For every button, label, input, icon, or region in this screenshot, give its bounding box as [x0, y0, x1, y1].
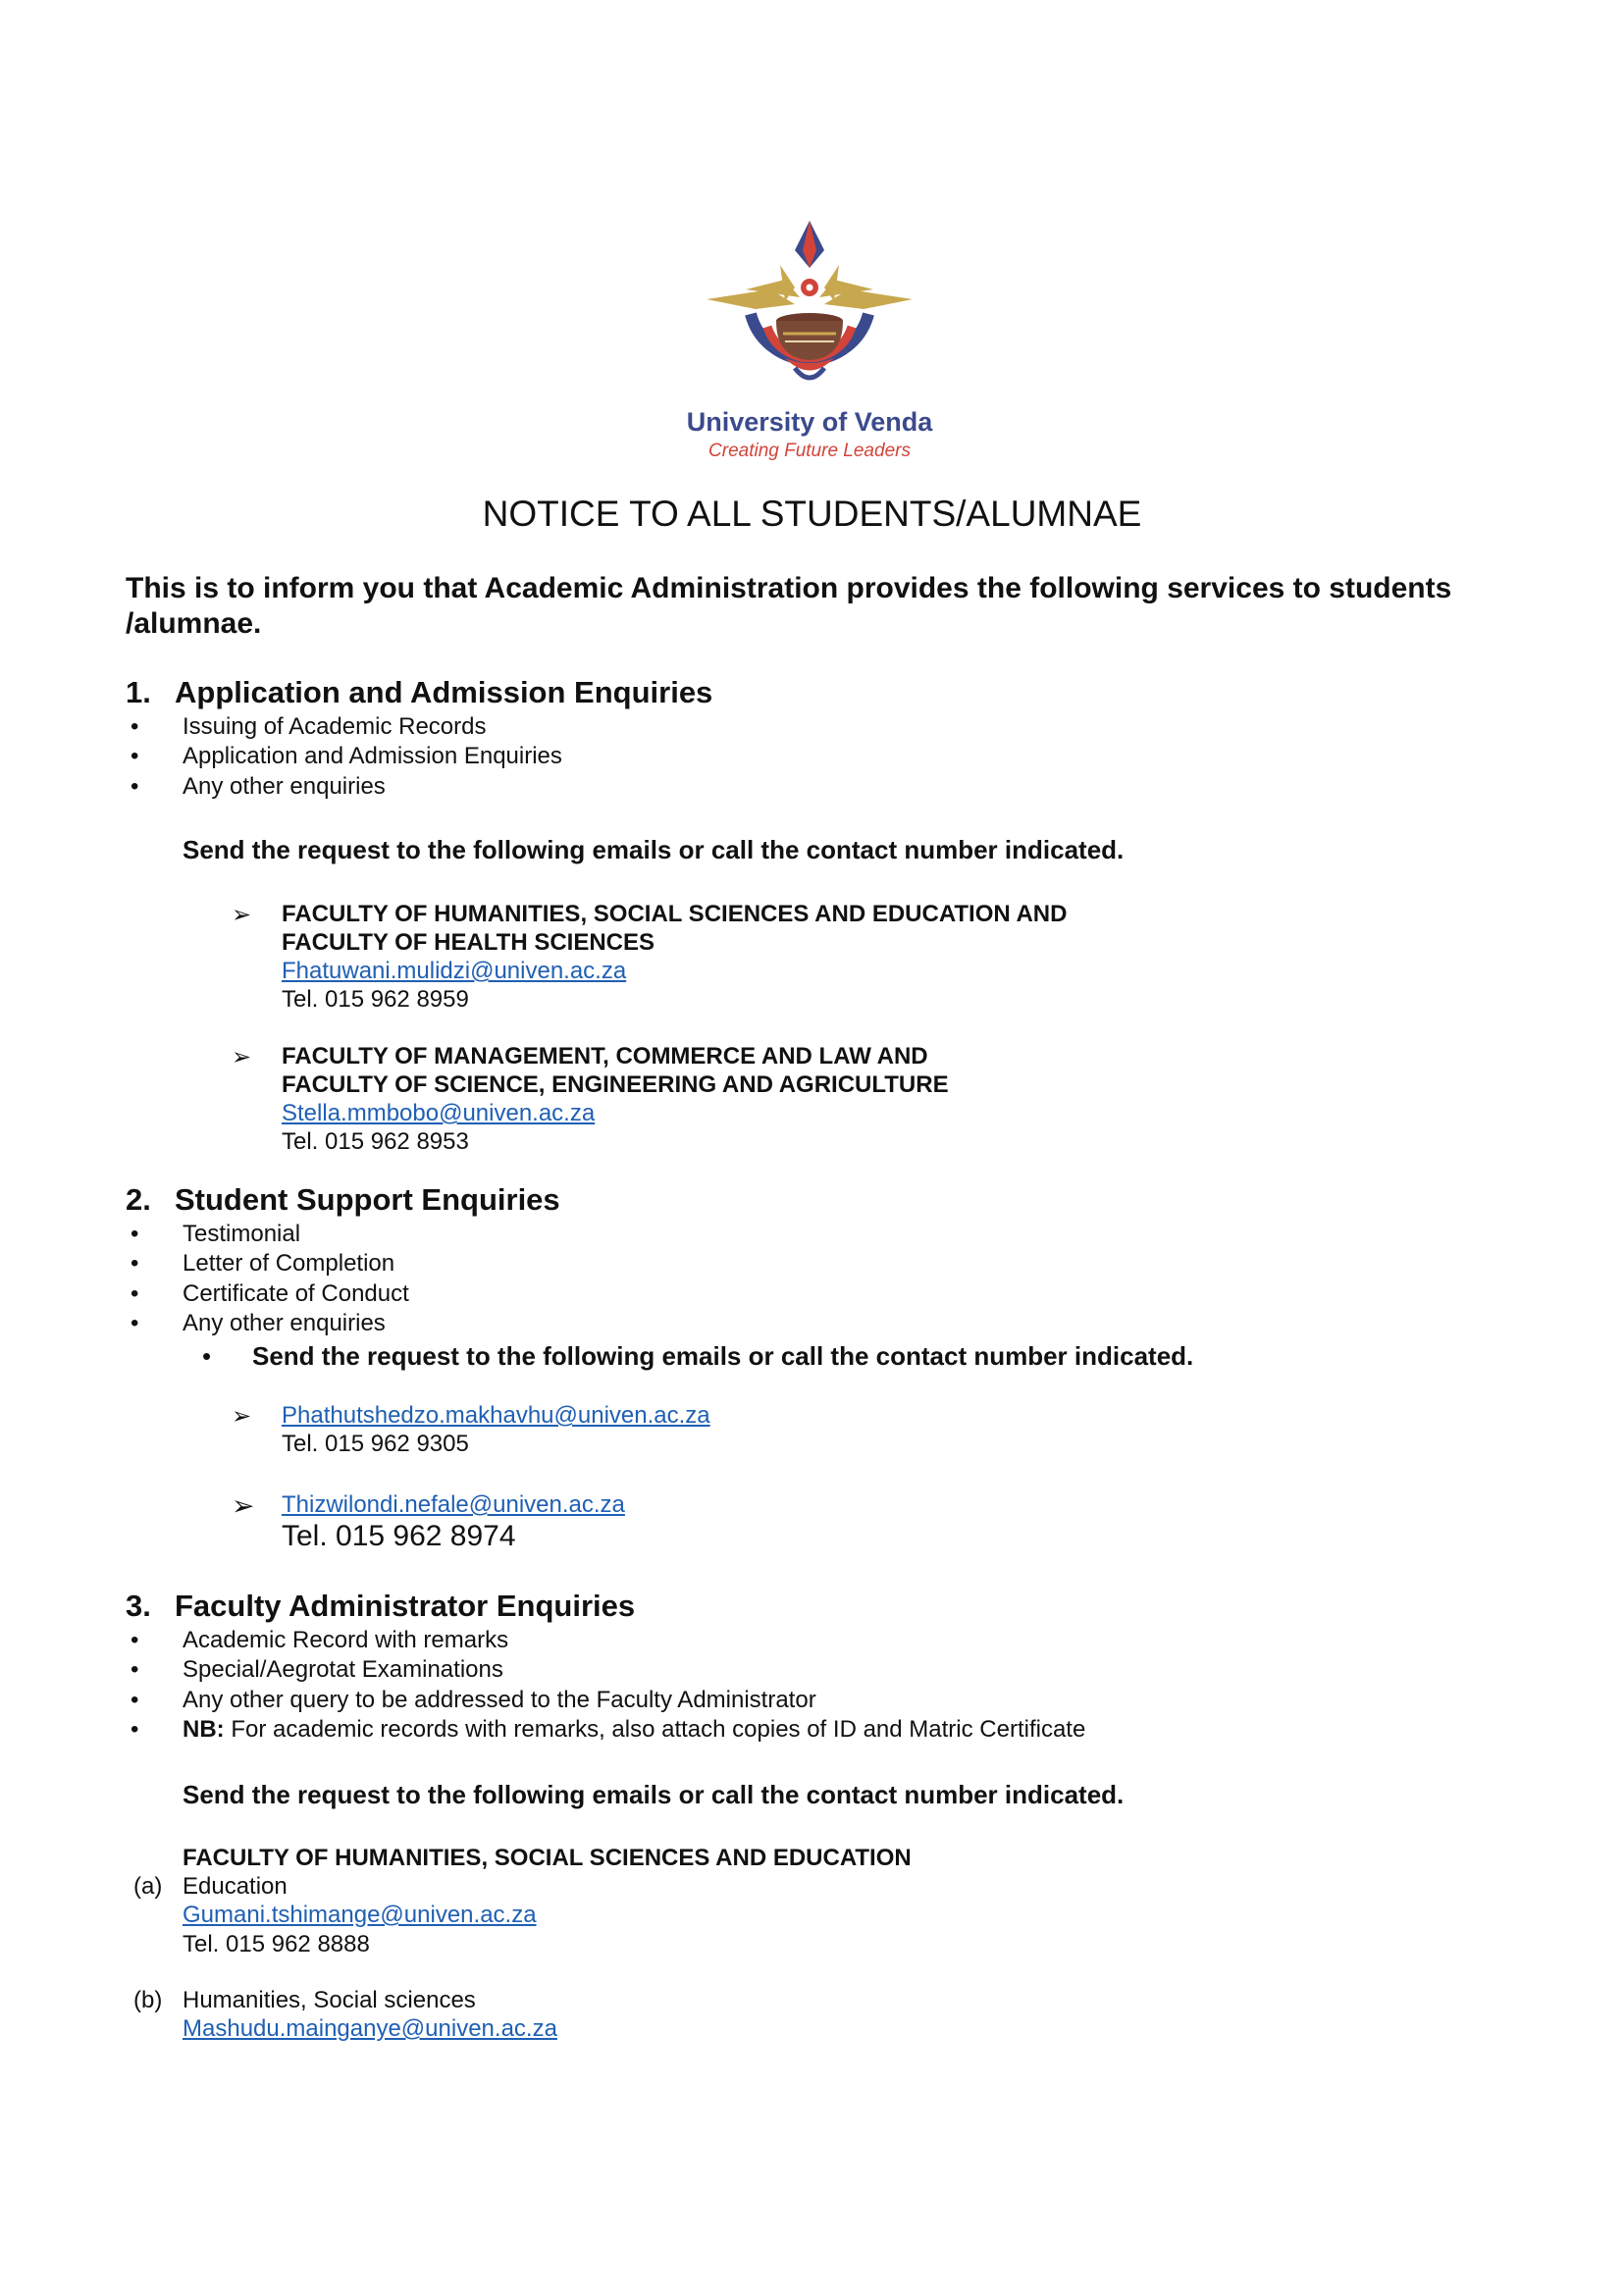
- logo-university-name: University of Venda: [686, 407, 933, 437]
- arrow-bullet-icon: ➢: [232, 1044, 252, 1070]
- section-number: 1.: [126, 675, 151, 709]
- nb-label: NB:: [183, 1716, 225, 1743]
- nb-text: For academic records with remarks, also attach copies of ID and Matric Certificate: [224, 1716, 1086, 1743]
- email-link[interactable]: Fhatuwani.mulidzi@univen.ac.za: [282, 958, 627, 984]
- phone-number: Tel. 015 962 9305: [282, 1431, 469, 1457]
- department-name: Humanities, Social sciences: [183, 1987, 476, 2013]
- bullet-icon: •: [131, 1687, 139, 1713]
- section-title: Application and Admission Enquiries: [175, 675, 713, 709]
- bullet-icon: •: [131, 1250, 139, 1277]
- bullet-icon: •: [131, 773, 139, 800]
- faculty-name: FACULTY OF HUMANITIES, SOCIAL SCIENCES AND EDUCATION AND: [282, 901, 1068, 927]
- notice-title: NOTICE TO ALL STUDENTS/ALUMNAE: [482, 494, 1142, 534]
- bullet-icon: •: [131, 1627, 139, 1653]
- send-request-note: Send the request to the following emails or call the contact number indicated.: [252, 1341, 1194, 1371]
- logo-tagline: Creating Future Leaders: [708, 441, 911, 461]
- arrow-bullet-icon: ➢: [232, 902, 252, 928]
- university-logo: [648, 211, 971, 466]
- section-number: 2.: [126, 1182, 151, 1217]
- bullet-icon: •: [131, 1310, 139, 1336]
- email-link[interactable]: Thizwilondi.nefale@univen.ac.za: [282, 1491, 625, 1518]
- bullet-icon: •: [131, 713, 139, 740]
- faculty-name: FACULTY OF SCIENCE, ENGINEERING AND AGRICULTURE: [282, 1071, 949, 1098]
- section-2-heading: [126, 1182, 560, 1218]
- send-request-note: Send the request to the following emails or call the contact number indicated.: [183, 1780, 1125, 1809]
- section-title: Student Support Enquiries: [175, 1182, 560, 1217]
- phone-number: Tel. 015 962 8888: [183, 1931, 370, 1957]
- email-link[interactable]: Gumani.tshimange@univen.ac.za: [183, 1902, 537, 1928]
- intro-paragraph: This is to inform you that Academic Administration provides the following services to students /alumnae.: [126, 572, 1452, 640]
- faculty-name: FACULTY OF HUMANITIES, SOCIAL SCIENCES AND EDUCATION: [183, 1845, 912, 1871]
- email-link[interactable]: Mashudu.mainganye@univen.ac.za: [183, 2015, 557, 2042]
- phone-number: Tel. 015 962 8953: [282, 1128, 469, 1155]
- email-link[interactable]: Phathutshedzo.makhavhu@univen.ac.za: [282, 1402, 710, 1429]
- faculty-name: FACULTY OF HEALTH SCIENCES: [282, 929, 655, 956]
- phone-number: Tel. 015 962 8974: [282, 1520, 516, 1552]
- entry-label: (b): [133, 1987, 163, 2013]
- bullet-icon: •: [131, 1221, 139, 1247]
- bullet-icon: •: [131, 1656, 139, 1683]
- section-1-heading: [126, 675, 712, 710]
- bullet-icon: •: [202, 1341, 212, 1371]
- arrow-bullet-icon: ➢: [232, 1490, 255, 1521]
- section-number: 3.: [126, 1589, 151, 1623]
- faculty-name: FACULTY OF MANAGEMENT, COMMERCE AND LAW AND: [282, 1043, 928, 1069]
- bullet-icon: •: [131, 743, 139, 769]
- entry-label: (a): [133, 1873, 163, 1900]
- phone-number: Tel. 015 962 8959: [282, 986, 469, 1013]
- section-title: Faculty Administrator Enquiries: [175, 1589, 636, 1623]
- section-3-heading: [126, 1589, 635, 1624]
- email-link[interactable]: Stella.mmbobo@univen.ac.za: [282, 1100, 596, 1126]
- arrow-bullet-icon: ➢: [232, 1403, 252, 1430]
- university-crest-icon: [648, 211, 971, 407]
- send-request-note: Send the request to the following emails or call the contact number indicated.: [183, 835, 1125, 864]
- bullet-icon: •: [131, 1280, 139, 1307]
- bullet-icon: •: [131, 1716, 139, 1743]
- department-name: Education: [183, 1873, 288, 1900]
